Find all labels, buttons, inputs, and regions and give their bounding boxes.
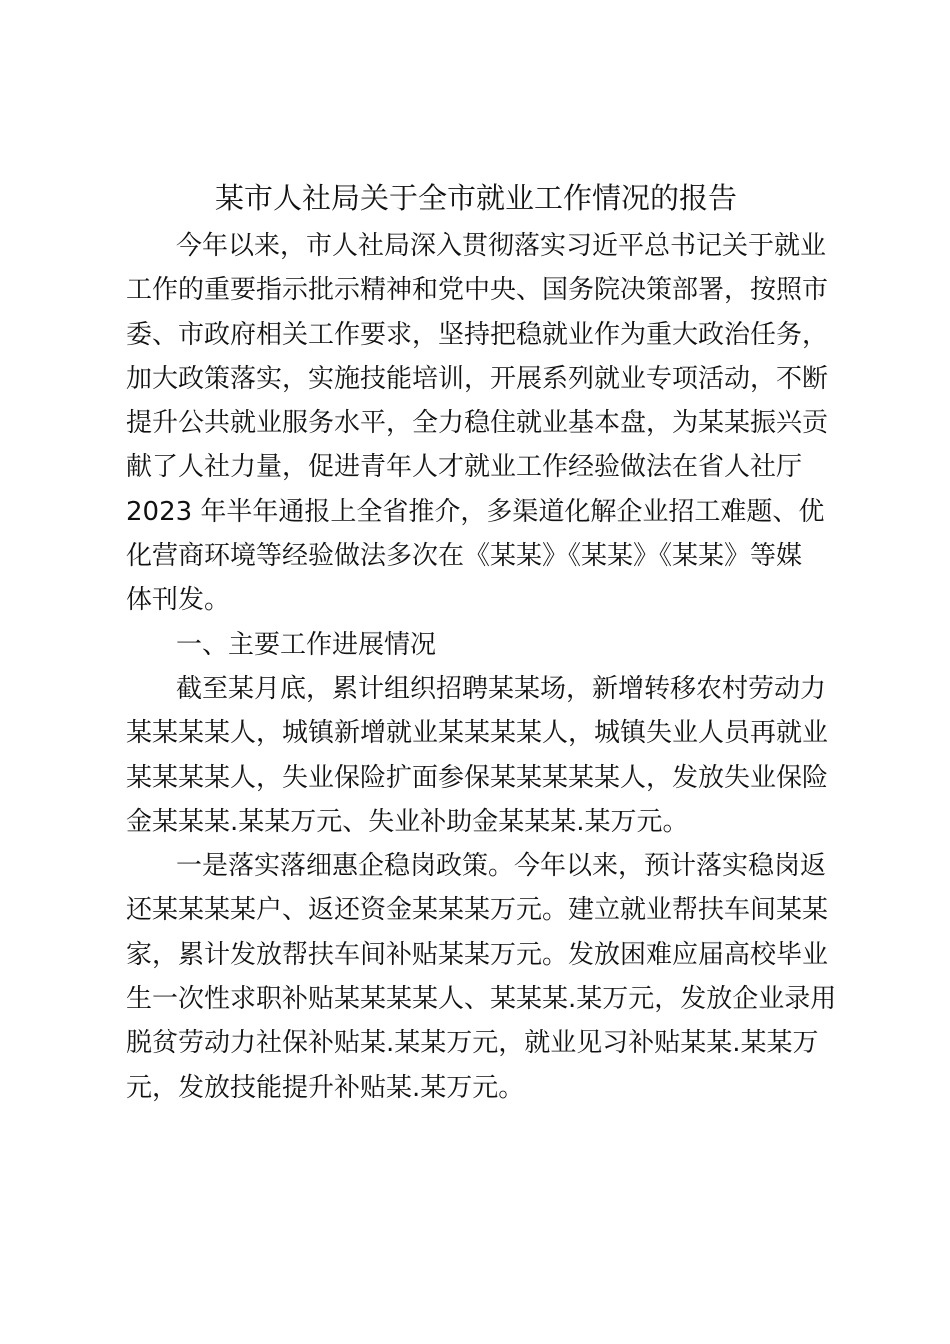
text-line: 2023 年半年通报上全省推介，多渠道化解企业招工难题、优	[126, 496, 825, 527]
text-line: 还某某某某户、返还资金某某某万元。建立就业帮扶车间某某	[126, 895, 829, 926]
text-line: 截至某月底，累计组织招聘某某场，新增转移农村劳动力	[176, 673, 827, 704]
text-line: 一、主要工作进展情况	[176, 629, 437, 660]
text-line: 脱贫劳动力社保补贴某.某某万元，就业见习补贴某某.某某万	[126, 1028, 819, 1059]
text-line: 今年以来，市人社局深入贯彻落实习近平总书记关于就业	[176, 231, 827, 261]
text-line: 提升公共就业服务水平，全力稳住就业基本盘，为某某振兴贡	[126, 408, 829, 439]
text-line: 生一次性求职补贴某某某某人、某某某.某万元，发放企业录用	[126, 984, 837, 1015]
text-line: 委、市政府相关工作要求，坚持把稳就业作为重大政治任务，	[126, 319, 829, 350]
text-line: 某某某某人，城镇新增就业某某某某人，城镇失业人员再就业	[126, 718, 829, 749]
text-line: 金某某某.某某万元、失业补助金某某某.某万元。	[126, 806, 689, 837]
text-line: 加大政策落实，实施技能培训，开展系列就业专项活动，不断	[126, 363, 829, 394]
document-title: 某市人社局关于全市就业工作情况的报告	[214, 181, 737, 215]
text-line: 体刊发。	[126, 585, 231, 616]
text-line: 献了人社力量，促进青年人才就业工作经验做法在省人社厅	[126, 452, 803, 483]
text-line: 一是落实落细惠企稳岗政策。今年以来，预计落实稳岗返	[176, 851, 827, 882]
text-line: 化营商环境等经验做法多次在《某某》《某某》《某某》等媒	[126, 541, 803, 572]
text-line: 元，发放技能提升补贴某.某万元。	[126, 1072, 525, 1103]
text-line: 工作的重要指示批示精神和党中央、国务院决策部署，按照市	[126, 275, 829, 306]
document-body	[126, 224, 837, 1110]
text-line: 家，累计发放帮扶车间补贴某某万元。发放困难应届高校毕业	[126, 939, 829, 970]
text-line: 某某某某人，失业保险扩面参保某某某某某人，发放失业保险	[126, 762, 829, 793]
